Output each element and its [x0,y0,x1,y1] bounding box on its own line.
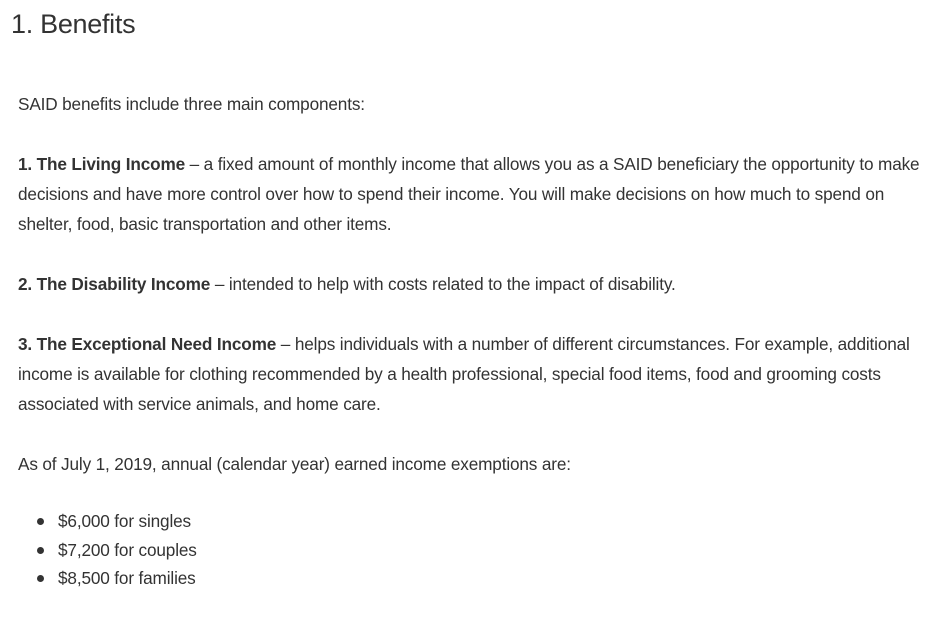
bullet-icon [37,518,44,525]
exemption-text: $7,200 for couples [58,539,197,560]
list-item [18,564,923,593]
benefits-content [18,89,923,594]
component-living-income [18,149,923,239]
component-title: 2. The Disability Income [18,274,211,294]
section-heading: 1. Benefits [11,9,136,39]
component-title: 1. The Living Income [18,154,185,174]
exemption-text: $8,500 for families [58,568,196,588]
bullet-icon [37,575,44,582]
component-description: – helps individuals with a number of different circumstances. For example, additional income is available for clothing recommended by a health professional, special food items, food and grooming costs associated with service animals, and home care. [18,334,910,414]
component-title: 3. The Exceptional Need Income [18,334,277,354]
intro-paragraph: SAID benefits include three main components: [18,94,365,114]
exemption-text: $6,000 for singles [58,511,191,531]
exemptions-intro: As of July 1, 2019, annual (calendar year) earned income exemptions are: [18,454,571,474]
bullet-icon [37,547,44,554]
component-description: – intended to help with costs related to the impact of disability. [210,274,676,294]
exemptions-list [18,507,923,593]
list-item [18,536,923,565]
list-item [18,507,923,536]
component-description: – a fixed amount of monthly income that allows you as a SAID beneficiary the opportunity to make decisions and have more control over how to spend their income. You will make decisions on how much to spend on shelter, food, basic transportation and other items. [18,154,920,234]
component-disability-income [18,269,923,299]
component-exceptional-need-income [18,329,923,419]
